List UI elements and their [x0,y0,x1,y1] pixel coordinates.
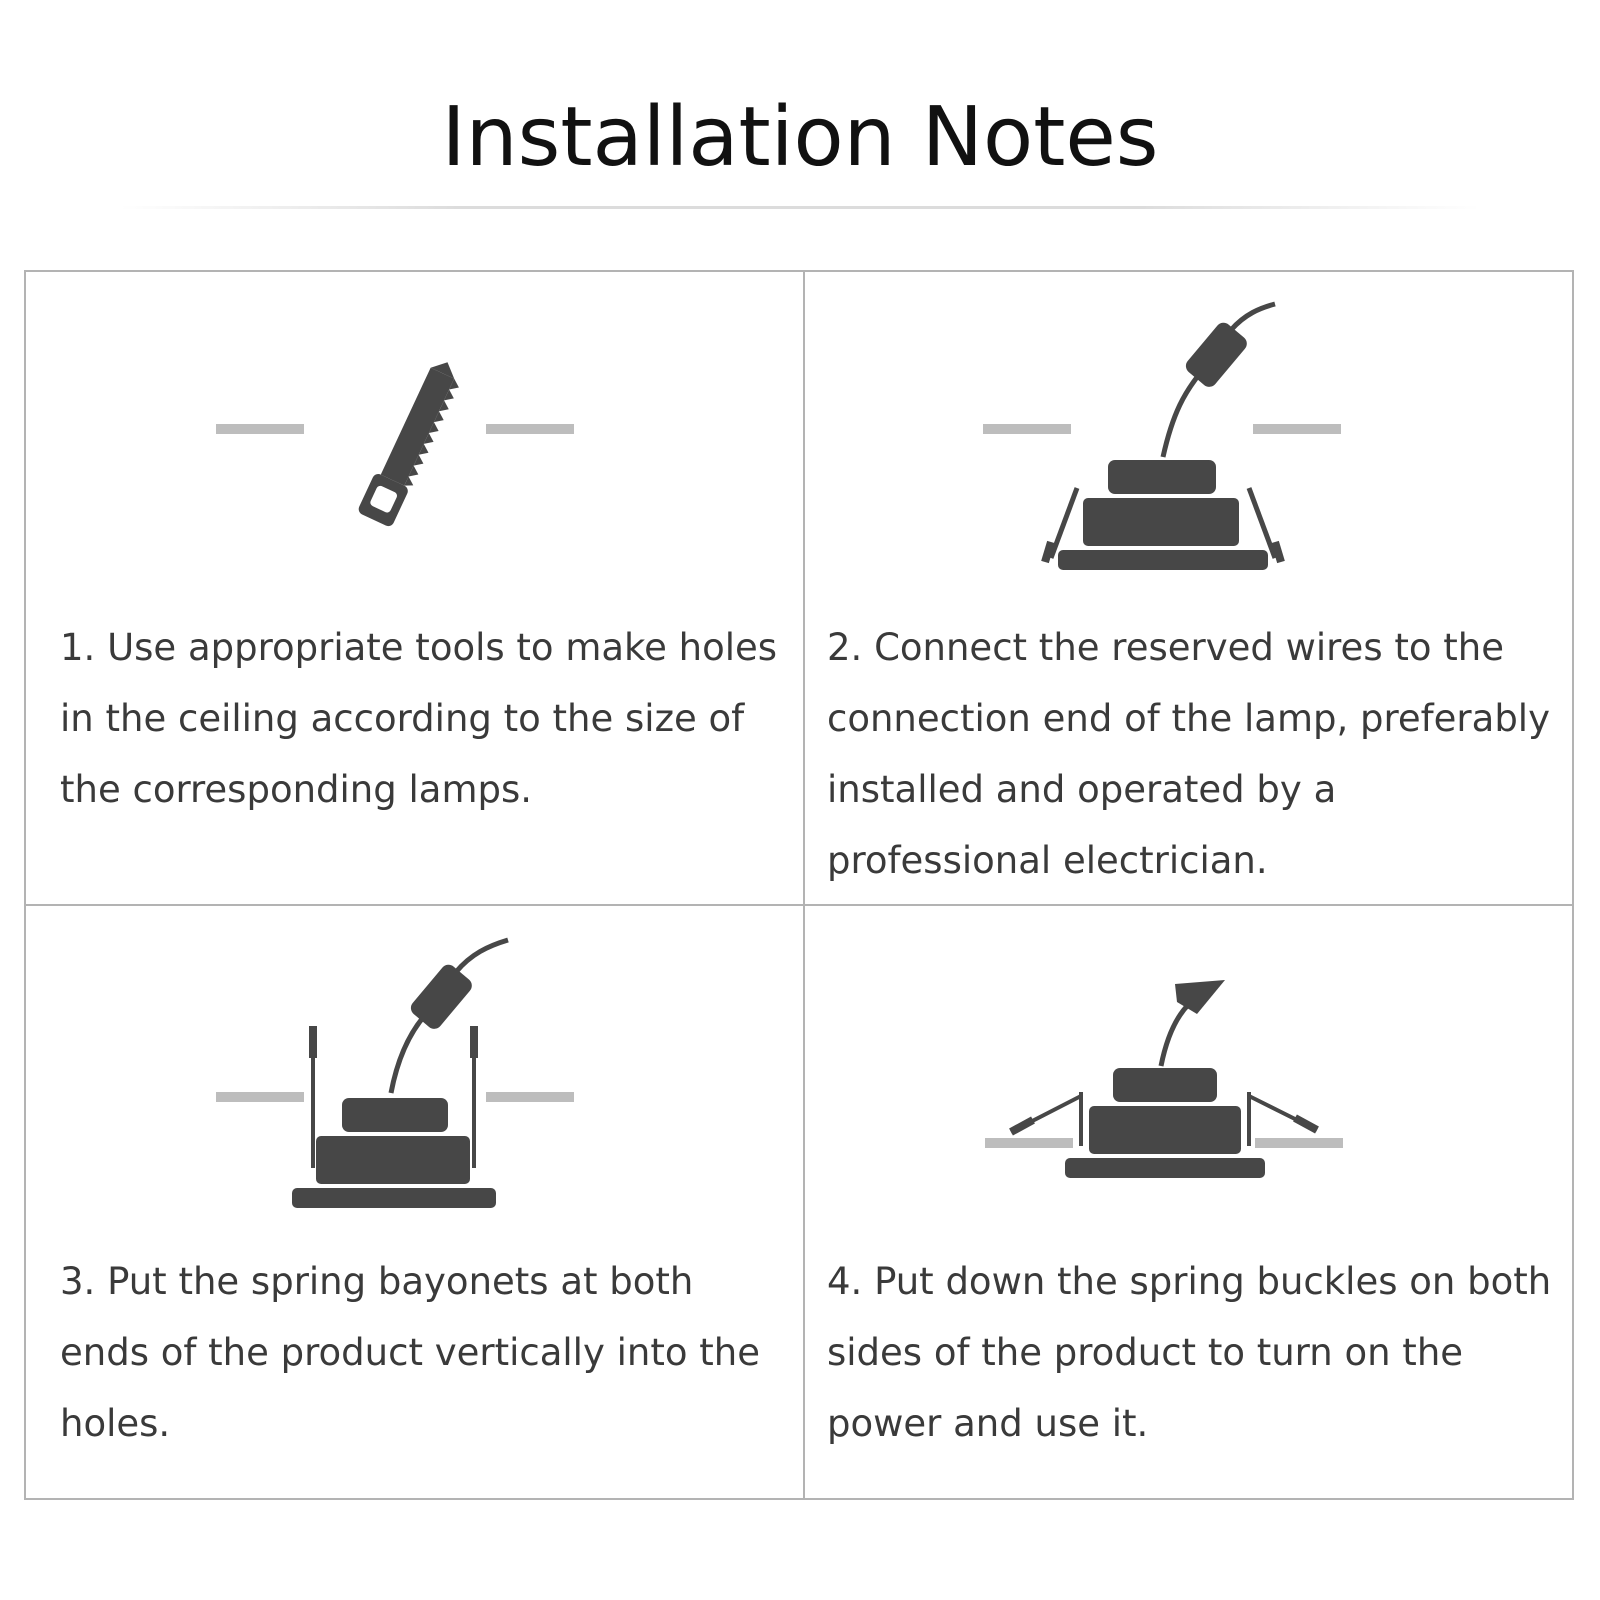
ceiling-right-segment [486,424,574,434]
step-1-panel [26,272,803,904]
step-2-panel [805,272,1572,904]
step-3-panel [26,906,803,1498]
saw-icon [26,272,803,612]
ceiling-left-segment [985,1138,1073,1148]
ceiling-right-segment [1253,424,1341,434]
ceiling-left-segment [216,424,304,434]
lamp-bayonets-up-icon [26,906,803,1246]
ceiling-left-segment [983,424,1071,434]
step-2-text: 2. Connect the reserved wires to the connection end of the lamp, preferably installed and operated by a professional electrician. [827,626,1550,882]
step-4-panel [805,906,1572,1498]
step-1-text: 1. Use appropriate tools to make holes in the ceiling according to the size of the corresponding lamps. [60,626,778,811]
ceiling-right-segment [1255,1138,1343,1148]
ceiling-left-segment [216,1092,304,1102]
ceiling-right-segment [486,1092,574,1102]
steps-grid [24,270,1574,1500]
lamp-installed-icon [805,906,1572,1246]
step-4-text: 4. Put down the spring buckles on both sides of the product to turn on the power and use it. [827,1260,1552,1445]
lamp-wiring-icon [805,272,1572,612]
step-3-text: 3. Put the spring bayonets at both ends of the product vertically into the holes. [60,1260,760,1445]
page-title: Installation Notes [441,90,1159,185]
title-divider [120,206,1480,209]
